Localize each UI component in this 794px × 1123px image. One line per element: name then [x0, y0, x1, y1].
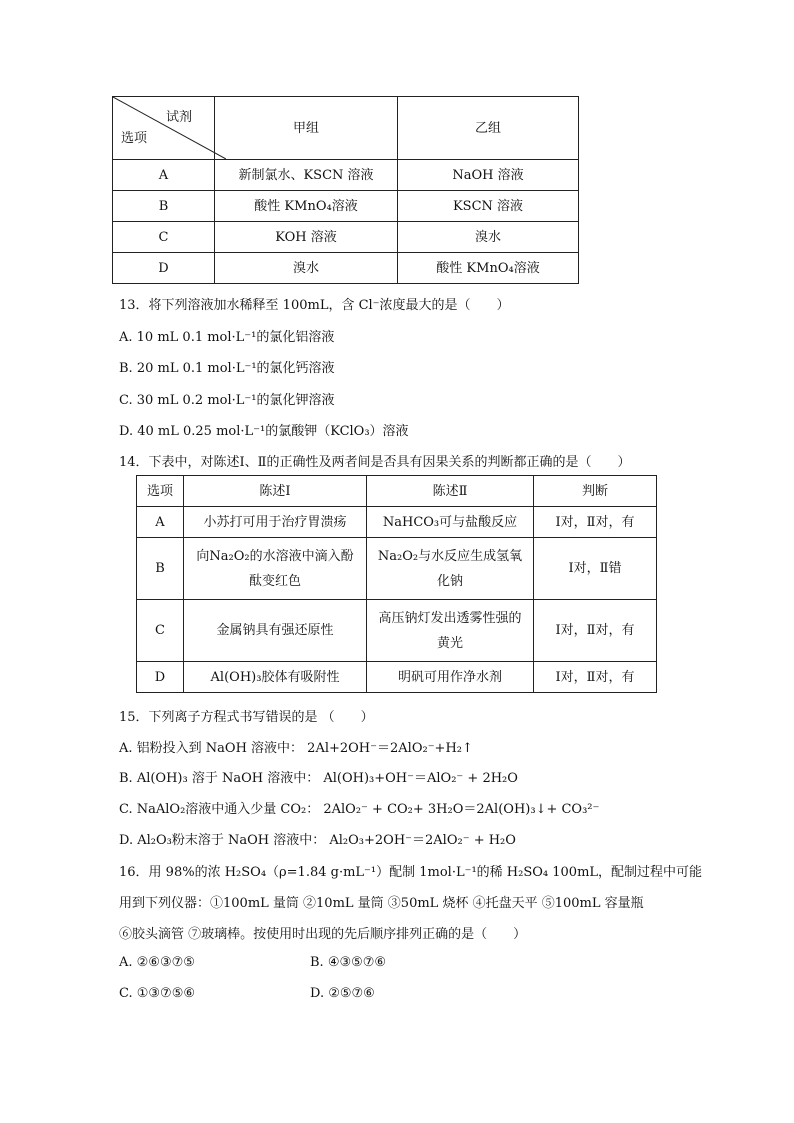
header-statement-2: 陈述Ⅱ — [367, 476, 534, 507]
q15-option-c: C. NaAlO₂溶液中通入少量 CO₂： 2AlO₂⁻ + CO₂+ 3H₂O＝2Al(OH)₃↓+ CO₃²⁻ — [119, 802, 600, 817]
table-row — [137, 538, 657, 600]
statement-1-cell: Al(OH)₃胶体有吸附性 — [184, 662, 367, 693]
reagent-table — [112, 96, 579, 284]
option-cell: B — [113, 191, 215, 222]
corner-label-reagent: 试剂 — [165, 110, 192, 125]
option-cell: D — [113, 253, 215, 284]
judgement-cell: Ⅰ对，Ⅱ错 — [534, 538, 657, 600]
q13-stem: 13．将下列溶液加水稀释至 100mL，含 Cl⁻浓度最大的是（ ） — [119, 298, 510, 313]
q15-option-d: D. Al₂O₃粉末溶于 NaOH 溶液中： Al₂O₃+2OH⁻＝2AlO₂⁻ + H₂O — [119, 833, 516, 848]
judgement-cell: Ⅰ对，Ⅱ对，有 — [534, 662, 657, 693]
q13-option-a: A. 10 mL 0.1 mol·L⁻¹的氯化铝溶液 — [119, 330, 335, 345]
q16-option-d: D. ②⑤⑦⑥ — [310, 986, 375, 1001]
statement-1-cell: 向Na₂O₂的水溶液中滴入酚酞变红色 — [184, 538, 367, 600]
table-header-row — [137, 476, 657, 507]
header-option: 选项 — [137, 476, 184, 507]
column-header-yi: 乙组 — [398, 97, 579, 160]
q16-option-a: A. ②⑥③⑦⑤ — [119, 955, 195, 970]
reagent-a-cell: KOH 溶液 — [215, 222, 398, 253]
table-row — [113, 191, 579, 222]
table-row — [113, 160, 579, 191]
statement-2-cell: NaHCO₃可与盐酸反应 — [367, 507, 534, 538]
table-row — [137, 600, 657, 662]
q15-option-b: B. Al(OH)₃ 溶于 NaOH 溶液中： Al(OH)₃+OH⁻＝AlO₂⁻ + 2H₂O — [119, 771, 518, 786]
table-header-row — [113, 97, 579, 160]
q16-stem-line-2: 用到下列仪器：①100mL 量筒 ②10mL 量筒 ③50mL 烧杯 ④托盘天平 ⑤100mL 容量瓶 — [119, 896, 644, 911]
option-cell: C — [137, 600, 184, 662]
option-cell: D — [137, 662, 184, 693]
q13-option-d: D. 40 mL 0.25 mol·L⁻¹的氯酸钾（KClO₃）溶液 — [119, 424, 409, 439]
option-cell: C — [113, 222, 215, 253]
q16-stem-line-1: 16．用 98%的浓 H₂SO₄（ρ=1.84 g·mL⁻¹）配制 1mol·L⁻¹的稀 H₂SO₄ 100mL，配制过程中可能 — [119, 865, 703, 880]
reagent-a-cell: 新制氯水、KSCN 溶液 — [215, 160, 398, 191]
reagent-b-cell: NaOH 溶液 — [398, 160, 579, 191]
q16-option-c: C. ①③⑦⑤⑥ — [119, 986, 196, 1001]
diagonal-header-cell — [113, 97, 215, 160]
q13-option-c: C. 30 mL 0.2 mol·L⁻¹的氯化钾溶液 — [119, 393, 335, 408]
statement-2-cell: 高压钠灯发出透雾性强的黄光 — [367, 600, 534, 662]
q16-stem-line-3: ⑥胶头滴管 ⑦玻璃棒。按使用时出现的先后顺序排列正确的是（ ） — [119, 927, 527, 942]
judgement-cell: Ⅰ对，Ⅱ对，有 — [534, 507, 657, 538]
judgement-cell: Ⅰ对，Ⅱ对，有 — [534, 600, 657, 662]
table-row — [137, 507, 657, 538]
statement-table — [136, 475, 657, 693]
statement-2-cell: Na₂O₂与水反应生成氢氧化钠 — [367, 538, 534, 600]
q14-stem: 14．下表中，对陈述Ⅰ、Ⅱ的正确性及两者间是否具有因果关系的判断都正确的是（ ） — [119, 455, 631, 470]
table-row — [113, 253, 579, 284]
option-cell: B — [137, 538, 184, 600]
statement-2-cell: 明矾可用作净水剂 — [367, 662, 534, 693]
header-statement-1: 陈述Ⅰ — [184, 476, 367, 507]
q16-option-b: B. ④③⑤⑦⑥ — [310, 955, 387, 970]
q13-option-b: B. 20 mL 0.1 mol·L⁻¹的氯化钙溶液 — [119, 361, 335, 376]
statement-1-cell: 小苏打可用于治疗胃溃疡 — [184, 507, 367, 538]
header-judgement: 判断 — [534, 476, 657, 507]
column-header-jia: 甲组 — [215, 97, 398, 160]
option-cell: A — [137, 507, 184, 538]
option-cell: A — [113, 160, 215, 191]
reagent-a-cell: 酸性 KMnO₄溶液 — [215, 191, 398, 222]
table-row — [137, 662, 657, 693]
q15-option-a: A. 铝粉投入到 NaOH 溶液中： 2Al+2OH⁻＝2AlO₂⁻+H₂↑ — [119, 741, 473, 756]
reagent-b-cell: 酸性 KMnO₄溶液 — [398, 253, 579, 284]
reagent-b-cell: 溴水 — [398, 222, 579, 253]
statement-1-cell: 金属钠具有强还原性 — [184, 600, 367, 662]
corner-label-option: 选项 — [121, 131, 148, 146]
table-row — [113, 222, 579, 253]
reagent-b-cell: KSCN 溶液 — [398, 191, 579, 222]
q15-stem: 15．下列离子方程式书写错误的是 （ ） — [119, 710, 374, 725]
reagent-a-cell: 溴水 — [215, 253, 398, 284]
